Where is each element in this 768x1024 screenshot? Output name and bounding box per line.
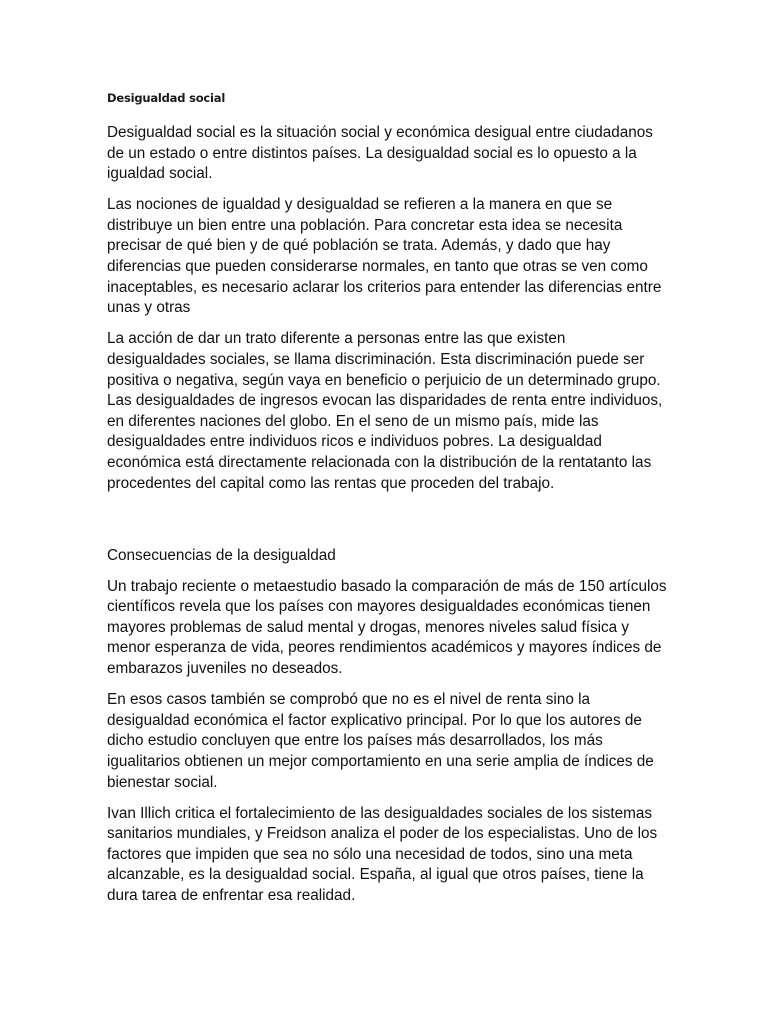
- paragraph-intro-2: Las nociones de igualdad y desigualdad se refieren a la manera en que se distribuye un bien entre una población. Para concretar esta idea se necesita precisar de qué bien y de qué población se trata. Además, y dado que hay diferencias que pueden considerarse normales, en tanto que otras se ven como inaceptables, es necesario aclarar los criterios para entender las diferencias entre unas y otras: [107, 196, 662, 317]
- paragraph-intro-3: La acción de dar un trato diferente a personas entre las que existen desigualdades sociales, se llama discriminación. Esta discriminación puede ser positiva o negativa, según vaya en beneficio o perjuicio de un determinado grupo. Las desigualdades de ingresos evocan las disparidades de renta entre individuos, en diferentes naciones del globo. En el seno de un mismo país, mide las desigualdades entre individuos ricos e individuos pobres. La desigualdad económica está directamente relacionada con la distribución de la rentatanto las procedentes del capital como las rentas que proceden del trabajo.: [107, 330, 663, 492]
- section-heading: Consecuencias de la desigualdad: [107, 546, 336, 564]
- paragraph-consequences-1: Un trabajo reciente o metaestudio basado la comparación de más de 150 artículos científicos revela que los países con mayores desigualdades económicas tienen mayores problemas de salud mental y drogas, menores niveles salud física y menor esperanza de vida, peores rendimientos académicos y mayores índices de embarazos juveniles no deseados.: [107, 577, 667, 678]
- paragraph-intro-1: Desigualdad social es la situación social y económica desigual entre ciudadanos de un estado o entre distintos países. La desigualdad social es lo opuesto a la igualdad social.: [107, 124, 653, 183]
- paragraph-consequences-3: Ivan Illich critica el fortalecimiento de las desigualdades sociales de los sistemas sanitarios mundiales, y Freidson analiza el poder de los especialistas. Uno de los factores que impiden que sea no sólo una necesidad de todos, sino una meta alcanzable, es la desigualdad social. España, al igual que otros países, tiene la dura tarea de enfrentar esa realidad.: [107, 804, 658, 904]
- section-spacer: [107, 505, 667, 546]
- paragraph-consequences-2: En esos casos también se comprobó que no es el nivel de renta sino la desigualdad económica el factor explicativo principal. Por lo que los autores de dicho estudio concluyen que entre los países más desarrollados, los más igualitarios obtienen un mejor comportamiento en una serie amplia de índices de bienestar social.: [107, 691, 654, 791]
- document-body: [107, 123, 667, 917]
- document-title: Desigualdad social: [107, 91, 226, 105]
